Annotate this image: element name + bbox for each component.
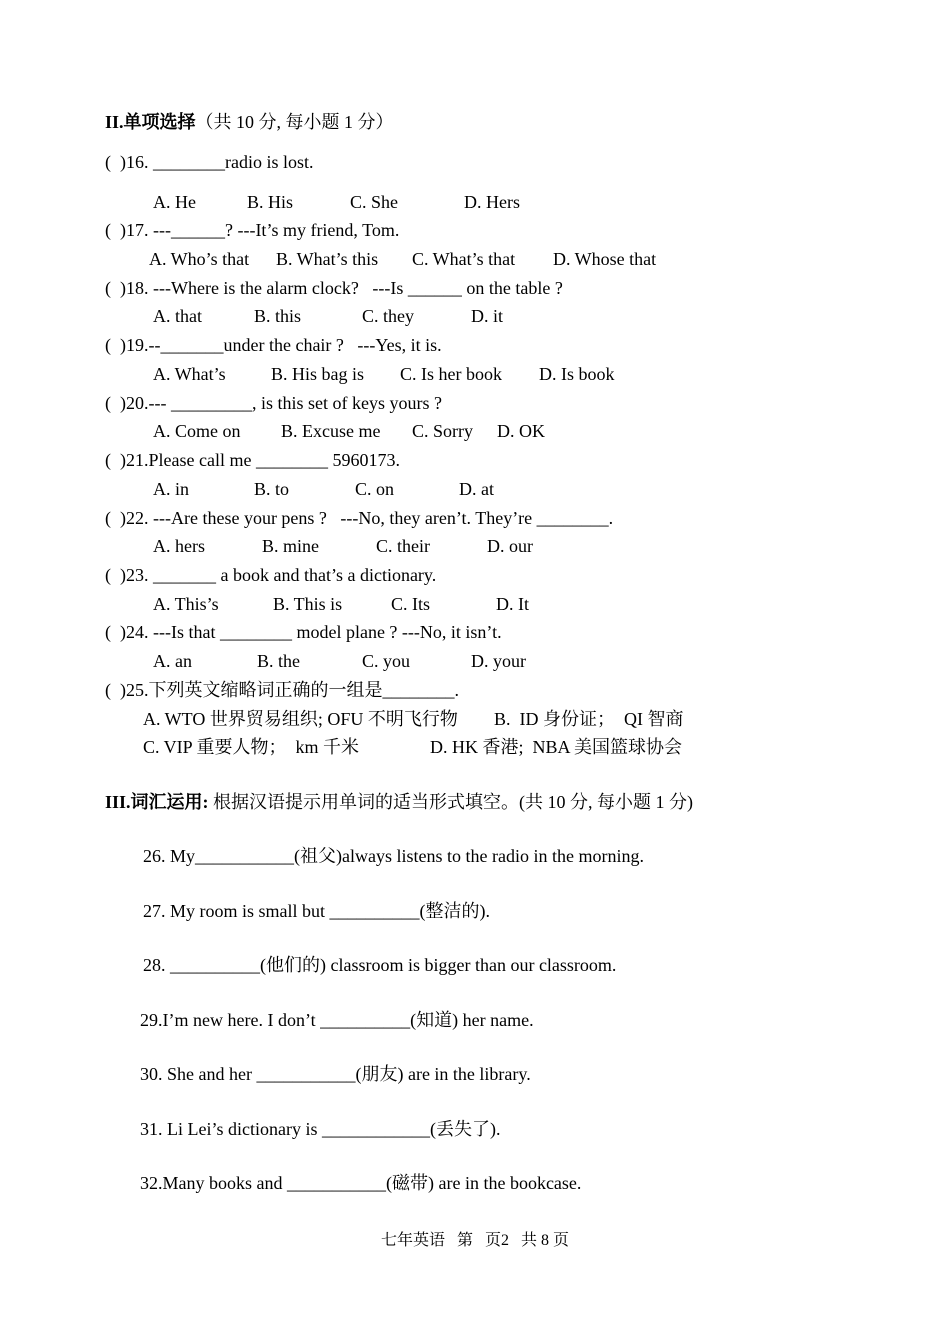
section-2-heading [105, 111, 394, 133]
q19-option-a: A. What’s [153, 364, 226, 384]
q18-option-b: B. this [254, 306, 302, 326]
question-18-stem: ( )18. ---Where is the alarm clock? ---Is ______ on the table ? [105, 278, 563, 298]
fill-item-32: 32.Many books and ___________(磁带) are in the bookcase. [140, 1173, 582, 1193]
question-20-stem: ( )20.--- _________, is this set of keys yours ? [105, 393, 442, 413]
q23-option-a: A. This’s [153, 594, 219, 614]
q22-option-c: C. their [376, 536, 430, 556]
q18-option-a: A. that [153, 306, 202, 326]
q25-option-c: C. VIP 重要人物； km 千米 [143, 737, 360, 757]
q20-option-a: A. Come on [153, 421, 241, 441]
q16-option-a: A. He [153, 192, 196, 212]
q20-option-c: C. Sorry [412, 421, 474, 441]
fill-item-26: 26. My___________(祖父)always listens to the radio in the morning. [143, 846, 644, 866]
q21-option-a: A. in [153, 479, 189, 499]
fill-item-30: 30. She and her ___________(朋友) are in the library. [140, 1064, 531, 1084]
question-24-stem: ( )24. ---Is that ________ model plane ? ---No, it isn’t. [105, 622, 502, 642]
q25-option-a: A. WTO 世界贸易组织; OFU 不明飞行物 [143, 709, 458, 729]
q19-option-d: D. Is book [539, 364, 615, 384]
q21-option-b: B. to [254, 479, 290, 499]
q21-option-c: C. on [355, 479, 395, 499]
q17-option-c: C. What’s that [412, 249, 516, 269]
q23-option-c: C. Its [391, 594, 431, 614]
q25-option-b: B. ID 身份证； QI 智商 [494, 709, 684, 729]
q17-option-d: D. Whose that [553, 249, 657, 269]
question-16-stem: ( )16. ________radio is lost. [105, 152, 314, 172]
section-3-title: III.词汇运用: [105, 792, 209, 812]
question-19-stem: ( )19.--_______under the chair ? ---Yes, it is. [105, 335, 442, 355]
section-2-score-note: （共 10 分, 每小题 1 分） [195, 112, 394, 132]
section-3-instructions: 根据汉语提示用单词的适当形式填空。(共 10 分, 每小题 1 分) [208, 792, 694, 812]
fill-item-28: 28. __________(他们的) classroom is bigger than our classroom. [143, 955, 617, 975]
q22-option-d: D. our [487, 536, 533, 556]
q17-option-a: A. Who’s that [149, 249, 250, 269]
q24-option-c: C. you [362, 651, 411, 671]
q24-option-b: B. the [257, 651, 300, 671]
q21-option-d: D. at [459, 479, 494, 499]
section-3-heading [105, 791, 693, 813]
q16-option-c: C. She [350, 192, 399, 212]
question-23-stem: ( )23. _______ a book and that’s a dictionary. [105, 565, 437, 585]
q18-option-c: C. they [362, 306, 414, 326]
q24-option-d: D. your [471, 651, 526, 671]
question-21-stem: ( )21.Please call me ________ 5960173. [105, 450, 400, 470]
q24-option-a: A. an [153, 651, 192, 671]
q22-option-b: B. mine [262, 536, 319, 556]
q17-option-b: B. What’s this [276, 249, 379, 269]
fill-item-29: 29.I’m new here. I don’t __________(知道) her name. [140, 1010, 534, 1030]
q20-option-b: B. Excuse me [281, 421, 381, 441]
q16-option-d: D. Hers [464, 192, 520, 212]
section-2-title: II.单项选择 [105, 112, 196, 132]
question-17-stem: ( )17. ---______? ---It’s my friend, Tom. [105, 220, 400, 240]
q20-option-d: D. OK [497, 421, 545, 441]
q16-option-b: B. His [247, 192, 294, 212]
fill-item-27: 27. My room is small but __________(整洁的). [143, 901, 490, 921]
q22-option-a: A. hers [153, 536, 205, 556]
q19-option-b: B. His bag is [271, 364, 365, 384]
q25-option-d: D. HK 香港; NBA 美国篮球协会 [430, 737, 683, 757]
page-footer: 七年英语 第 页2 共 8 页 [380, 1232, 569, 1249]
q23-option-b: B. This is [273, 594, 343, 614]
fill-item-31: 31. Li Lei’s dictionary is ____________(丢失了). [140, 1119, 501, 1139]
q18-option-d: D. it [471, 306, 504, 326]
q19-option-c: C. Is her book [400, 364, 502, 384]
q23-option-d: D. It [496, 594, 529, 614]
question-22-stem: ( )22. ---Are these your pens ? ---No, they aren’t. They’re ________. [105, 508, 614, 528]
question-25-stem: ( )25.下列英文缩略词正确的一组是________. [105, 680, 459, 700]
